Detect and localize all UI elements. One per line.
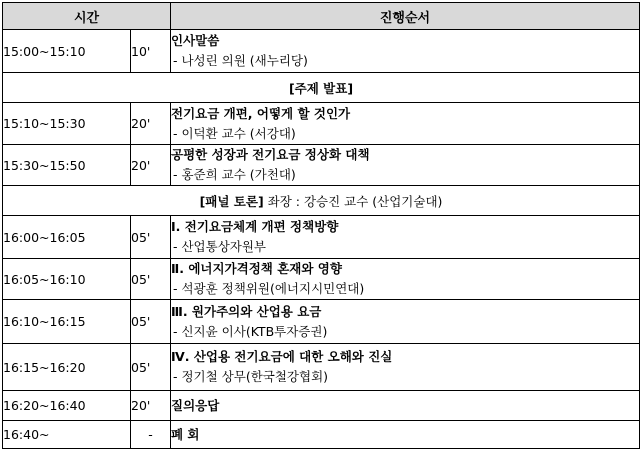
table-row — [3, 103, 640, 145]
program-cell — [171, 216, 640, 259]
program-speaker: - 나성린 의원 (새누리당) — [173, 53, 308, 68]
program-title: Ⅰ. 전기요금체계 개편 정책방향 — [171, 219, 339, 234]
program-cell — [171, 103, 640, 145]
program-cell — [171, 30, 640, 73]
duration-cell: 05' — [131, 216, 171, 259]
program-speaker: - 산업통상자원부 — [173, 239, 267, 254]
duration-cell: 10' — [131, 30, 171, 73]
time-cell: 16:15~16:20 — [3, 344, 131, 391]
duration-cell: 20' — [131, 391, 171, 421]
section-cell — [3, 73, 640, 103]
program-cell — [171, 145, 640, 186]
program-speaker: - 이덕환 교수 (서강대) — [173, 125, 296, 141]
program-title: 공평한 성장과 전기요금 정상화 대책 — [171, 147, 370, 162]
program-title: 폐 회 — [171, 426, 200, 442]
time-cell: 16:10~16:15 — [3, 300, 131, 344]
program-speaker: - 정기철 상무(한국철강협회) — [173, 369, 329, 384]
table-row — [3, 421, 640, 449]
header-time: 시간 — [3, 3, 171, 30]
program-speaker: - 신지윤 이사(KTB투자증권) — [173, 323, 328, 339]
header-order: 진행순서 — [171, 3, 640, 30]
duration-cell: 20' — [131, 145, 171, 186]
section-row — [3, 73, 640, 103]
program-title: Ⅲ. 원가주의와 산업용 요금 — [171, 303, 322, 319]
duration-cell: 05' — [131, 259, 171, 300]
section-title: [패널 토론] — [199, 193, 264, 209]
time-cell: 15:00~15:10 — [3, 30, 131, 73]
table-row — [3, 300, 640, 344]
program-title: 인사말씀 — [171, 33, 220, 48]
time-cell: 16:40~ — [3, 421, 131, 449]
table-row — [3, 216, 640, 259]
section-row — [3, 186, 640, 216]
time-cell: 15:10~15:30 — [3, 103, 131, 145]
section-title: [주제 발표] — [288, 80, 354, 96]
table-row — [3, 391, 640, 421]
table-row — [3, 30, 640, 73]
program-title: Ⅱ. 에너지가격정책 혼재와 영향 — [171, 261, 342, 276]
schedule-table — [2, 2, 640, 449]
time-cell: 16:20~16:40 — [3, 391, 131, 421]
duration-cell: - — [131, 421, 171, 449]
time-cell: 16:05~16:10 — [3, 259, 131, 300]
duration-cell: 20' — [131, 103, 171, 145]
table-row — [3, 344, 640, 391]
program-cell — [171, 259, 640, 300]
header-row — [3, 3, 640, 30]
time-cell: 16:00~16:05 — [3, 216, 131, 259]
duration-cell: 05' — [131, 300, 171, 344]
section-chair: 좌장 : 강승진 교수 (산업기술대) — [263, 193, 443, 209]
table-row — [3, 145, 640, 186]
program-title: 질의응답 — [171, 397, 220, 413]
table-row — [3, 259, 640, 300]
section-cell — [3, 186, 640, 216]
program-cell — [171, 391, 640, 421]
program-speaker: - 홍준희 교수 (가천대) — [173, 167, 296, 182]
time-cell: 15:30~15:50 — [3, 145, 131, 186]
program-cell — [171, 421, 640, 449]
program-speaker: - 석광훈 정책위원(에너지시민연대) — [173, 281, 365, 296]
program-cell — [171, 344, 640, 391]
program-title: 전기요금 개편, 어떻게 할 것인가 — [171, 105, 351, 121]
duration-cell: 05' — [131, 344, 171, 391]
program-cell — [171, 300, 640, 344]
program-title: Ⅳ. 산업용 전기요금에 대한 오해와 진실 — [171, 349, 393, 364]
